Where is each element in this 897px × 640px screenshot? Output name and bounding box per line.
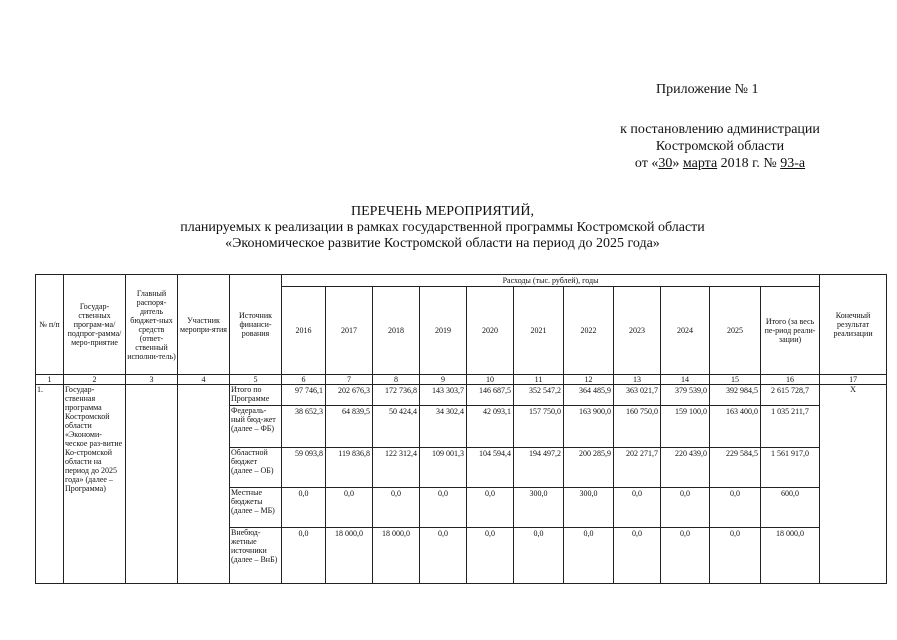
row-value: 0,0 xyxy=(710,528,761,584)
row-value: 364 485,9 xyxy=(564,385,614,406)
header-result: Конечный результат реализации xyxy=(820,275,887,375)
decree-year: 2018 г. № xyxy=(717,156,781,171)
column-number: 17 xyxy=(820,375,887,385)
row-source: Итого по Программе xyxy=(230,385,282,406)
column-number: 5 xyxy=(230,375,282,385)
row-value: 0,0 xyxy=(373,488,420,528)
row-total: 1 561 917,0 xyxy=(761,448,820,488)
header-num: № п/п xyxy=(36,275,64,375)
decree-line-3 xyxy=(560,155,880,172)
header-year: 2018 xyxy=(373,287,420,375)
row-value: 159 100,0 xyxy=(661,406,710,448)
header-source: Источник финанси-рования xyxy=(230,275,282,375)
row-value: 0,0 xyxy=(420,488,467,528)
header-year: 2020 xyxy=(467,287,514,375)
row-value: 229 584,5 xyxy=(710,448,761,488)
header-expenses: Расходы (тыс. рублей), годы xyxy=(282,275,820,287)
column-number: 2 xyxy=(64,375,126,385)
column-number: 8 xyxy=(373,375,420,385)
header-year: 2025 xyxy=(710,287,761,375)
decree-line-2: Костромской области xyxy=(655,139,785,154)
header-year: 2017 xyxy=(326,287,373,375)
row-value: 109 001,3 xyxy=(420,448,467,488)
row-total: 1 035 211,7 xyxy=(761,406,820,448)
header-year: 2021 xyxy=(514,287,564,375)
row-value: 157 750,0 xyxy=(514,406,564,448)
row-participant xyxy=(178,385,230,584)
row-manager xyxy=(126,385,178,584)
row-value: 0,0 xyxy=(282,488,326,528)
row-source: Внебюд-жетные источники (далее – ВнБ) xyxy=(230,528,282,584)
row-value: 0,0 xyxy=(326,488,373,528)
row-value: 42 093,1 xyxy=(467,406,514,448)
row-value: 300,0 xyxy=(514,488,564,528)
header-year: 2023 xyxy=(614,287,661,375)
title-line-3: «Экономическое развитие Костромской области на период до 2025 года» xyxy=(225,236,660,251)
column-number: 1 xyxy=(36,375,64,385)
row-value: 0,0 xyxy=(420,528,467,584)
row-value: 143 303,7 xyxy=(420,385,467,406)
row-value: 34 302,4 xyxy=(420,406,467,448)
row-value: 194 497,2 xyxy=(514,448,564,488)
column-number: 13 xyxy=(614,375,661,385)
header-year: 2016 xyxy=(282,287,326,375)
row-value: 0,0 xyxy=(661,488,710,528)
row-result: Х xyxy=(820,385,887,584)
row-value: 352 547,2 xyxy=(514,385,564,406)
row-value: 122 312,4 xyxy=(373,448,420,488)
row-value: 0,0 xyxy=(282,528,326,584)
column-number: 11 xyxy=(514,375,564,385)
row-value: 160 750,0 xyxy=(614,406,661,448)
column-number: 4 xyxy=(178,375,230,385)
row-value: 163 400,0 xyxy=(710,406,761,448)
row-value: 0,0 xyxy=(614,488,661,528)
column-number: 15 xyxy=(710,375,761,385)
row-value: 0,0 xyxy=(514,528,564,584)
row-total: 2 615 728,7 xyxy=(761,385,820,406)
decree-prefix: от « xyxy=(634,156,659,171)
row-value: 0,0 xyxy=(467,488,514,528)
column-number: 16 xyxy=(761,375,820,385)
row-value: 363 021,7 xyxy=(614,385,661,406)
header-total: Итого (за весь пе-риод реали-зации) xyxy=(761,287,820,375)
row-value: 200 285,9 xyxy=(564,448,614,488)
row-value: 202 271,7 xyxy=(614,448,661,488)
header-year: 2022 xyxy=(564,287,614,375)
row-value: 0,0 xyxy=(564,528,614,584)
row-value: 300,0 xyxy=(564,488,614,528)
title-line-1: ПЕРЕЧЕНЬ МЕРОПРИЯТИЙ, xyxy=(351,204,534,219)
column-number: 7 xyxy=(326,375,373,385)
row-value: 146 687,5 xyxy=(467,385,514,406)
header-program: Государ-ственных програм-ма/подпрог-рамма/меро-приятие xyxy=(64,275,126,375)
row-value: 202 676,3 xyxy=(326,385,373,406)
row-program: Государ-ственная программа Костромской области «Экономи-ческое раз-витие Ко-стромской области на период до 2025 года» (далее – Программа) xyxy=(64,385,126,584)
measures-table xyxy=(35,274,887,584)
decree-line-1: к постановлению администрации xyxy=(620,122,820,137)
row-source: Областной бюджет (далее – ОБ) xyxy=(230,448,282,488)
row-value: 64 839,5 xyxy=(326,406,373,448)
table-row xyxy=(36,385,887,406)
row-value: 392 984,5 xyxy=(710,385,761,406)
document-title xyxy=(0,204,897,252)
row-value: 38 652,3 xyxy=(282,406,326,448)
decree-day: 30 xyxy=(658,156,673,171)
row-value: 59 093,8 xyxy=(282,448,326,488)
column-number: 10 xyxy=(467,375,514,385)
column-number: 3 xyxy=(126,375,178,385)
row-value: 0,0 xyxy=(661,528,710,584)
header-manager: Главный распоря-дитель бюджет-ных средств (ответ-ственный исполни-тель) xyxy=(126,275,178,375)
row-value: 172 736,8 xyxy=(373,385,420,406)
row-value: 0,0 xyxy=(614,528,661,584)
title-line-2: планируемых к реализации в рамках государственной программы Костромской области xyxy=(180,220,705,235)
row-value: 18 000,0 xyxy=(373,528,420,584)
column-number: 12 xyxy=(564,375,614,385)
column-number: 6 xyxy=(282,375,326,385)
row-value: 379 539,0 xyxy=(661,385,710,406)
column-number: 14 xyxy=(661,375,710,385)
column-number: 9 xyxy=(420,375,467,385)
header-year: 2024 xyxy=(661,287,710,375)
row-value: 0,0 xyxy=(467,528,514,584)
row-value: 104 594,4 xyxy=(467,448,514,488)
row-value: 50 424,4 xyxy=(373,406,420,448)
row-source: Местные бюджеты (далее – МБ) xyxy=(230,488,282,528)
row-number: 1. xyxy=(36,385,64,584)
row-value: 163 900,0 xyxy=(564,406,614,448)
row-value: 18 000,0 xyxy=(326,528,373,584)
decree-mid: » xyxy=(672,156,683,171)
annex-label: Приложение № 1 xyxy=(656,82,759,97)
row-value: 97 746,1 xyxy=(282,385,326,406)
decree-month: марта xyxy=(682,156,718,171)
column-number-row xyxy=(36,375,887,385)
header-row-1 xyxy=(36,275,887,287)
header-year: 2019 xyxy=(420,287,467,375)
header-participant: Участник меропри-ятия xyxy=(178,275,230,375)
row-value: 119 836,8 xyxy=(326,448,373,488)
decree-reference xyxy=(560,121,880,172)
row-total: 18 000,0 xyxy=(761,528,820,584)
row-value: 220 439,0 xyxy=(661,448,710,488)
decree-number: 93-а xyxy=(780,156,806,171)
row-value: 0,0 xyxy=(710,488,761,528)
row-total: 600,0 xyxy=(761,488,820,528)
row-source: Федераль-ный бюд-жет (далее – ФБ) xyxy=(230,406,282,448)
